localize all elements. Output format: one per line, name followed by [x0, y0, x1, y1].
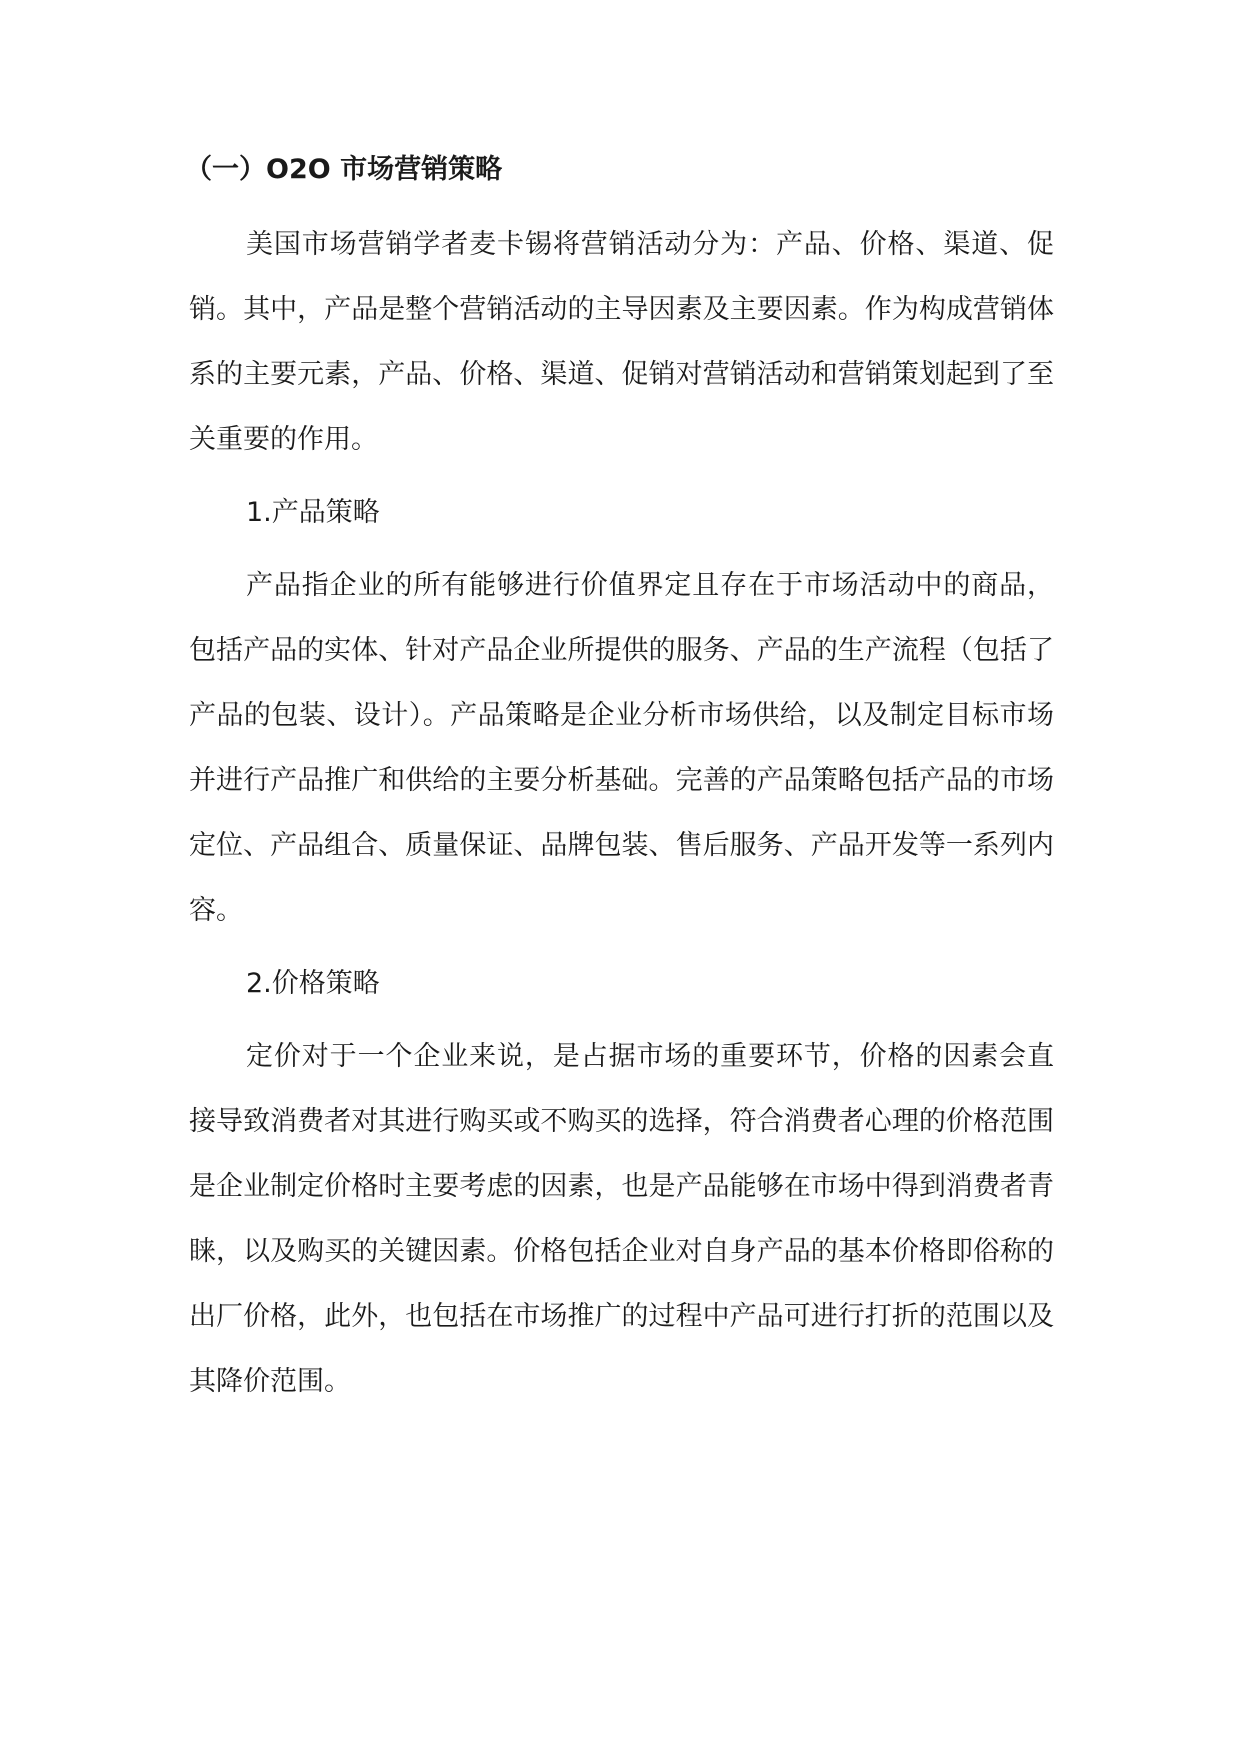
- document-page: [185, 150, 1054, 1414]
- product-strategy-paragraph: 产品指企业的所有能够进行价值界定且存在于市场活动中的商品，包括产品的实体、针对产品企业所提供的服务、产品的生产流程（包括了产品的包装、设计）。产品策略是企业分析市场供给，以及制定目标市场并进行产品推广和供给的主要分析基础。完善的产品策略包括产品的市场定位、产品组合、质量保证、品牌包装、售后服务、产品开发等一系列内容。: [189, 570, 1054, 926]
- price-strategy-paragraph: 定价对于一个企业来说，是占据市场的重要环节，价格的因素会直接导致消费者对其进行购买或不购买的选择，符合消费者心理的价格范围是企业制定价格时主要考虑的因素，也是产品能够在市场中得到消费者青睐，以及购买的关键因素。价格包括企业对自身产品的基本价格即俗称的出厂价格，此外，也包括在市场推广的过程中产品可进行打折的范围以及其降价范围。: [189, 1041, 1054, 1397]
- price-strategy-title: 2.价格策略: [246, 968, 380, 999]
- product-strategy-title: 1.产品策略: [246, 497, 380, 528]
- section-title: （一）O2O 市场营销策略: [185, 154, 503, 185]
- intro-paragraph: 美国市场营销学者麦卡锡将营销活动分为：产品、价格、渠道、促销。其中，产品是整个营销活动的主导因素及主要因素。作为构成营销体系的主要元素，产品、价格、渠道、促销对营销活动和营销策划起到了至关重要的作用。: [189, 229, 1054, 455]
